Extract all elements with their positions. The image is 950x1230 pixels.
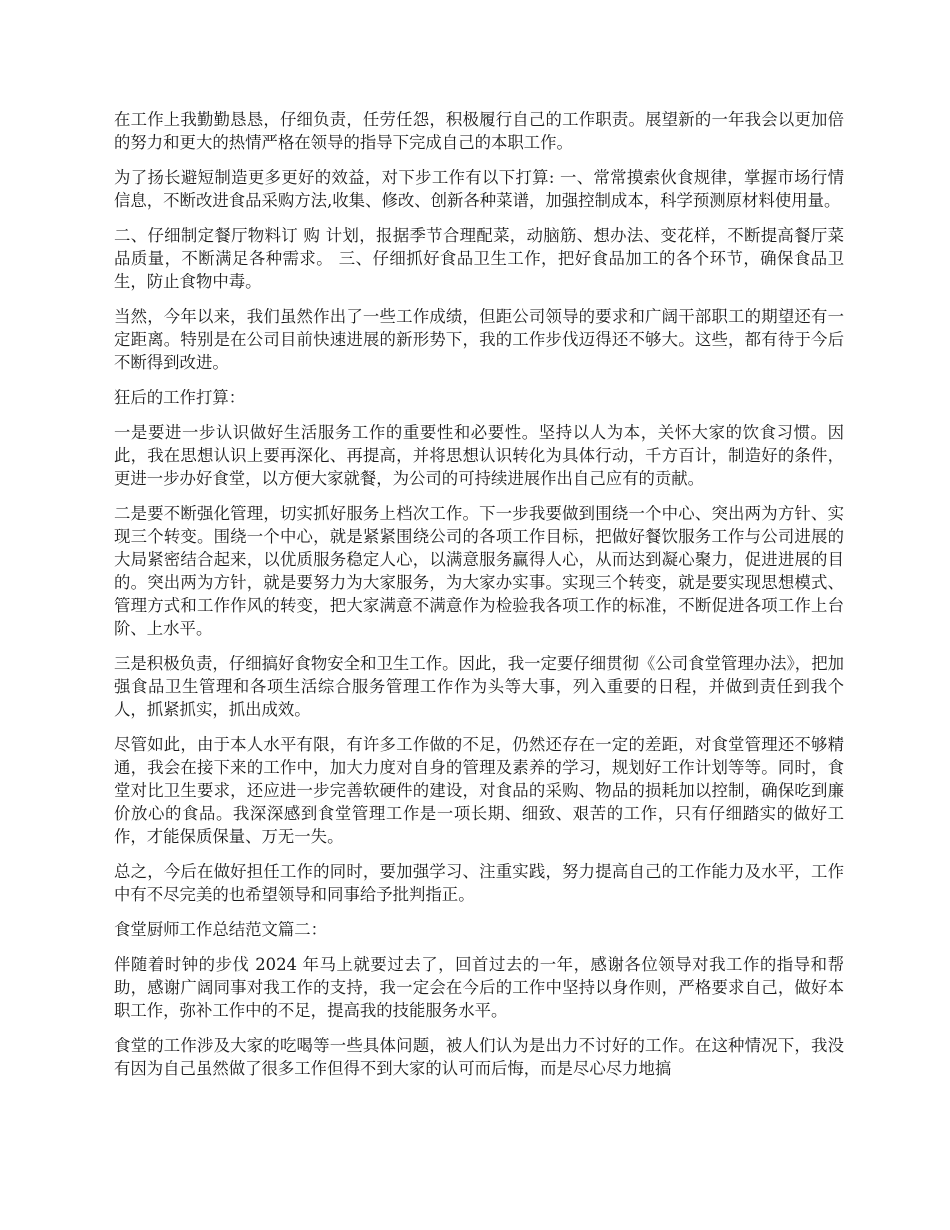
document-page xyxy=(114,108,844,1092)
paragraph-4: 当然，今年以来，我们虽然作出了一些工作成绩，但距公司领导的要求和广阔干部职工的期望还有一定距离。特别是在公司目前快速进展的新形势下，我的工作步伐迈得还不够大。这些，都有待于今后不断得到改进。 xyxy=(114,307,844,372)
paragraph-12: 伴随着时钟的步伐 2024 年马上就要过去了，回首过去的一年，感谢各位领导对我工作的指导和帮助，感谢广阔同事对我工作的支持，我一定会在今后的工作中坚持以身作则，严格要求自己，做好本职工作，弥补工作中的不足，提高我的技能服务水平。 xyxy=(114,955,844,1020)
section-heading-part-two: 食堂厨师工作总结范文篇二： xyxy=(114,920,328,939)
paragraph-9: 尽管如此，由于本人水平有限，有许多工作做的不足，仍然还存在一定的差距，对食堂管理还不够精通，我会在接下来的工作中，加大力度对自身的管理及素养的学习，规划好工作计划等等。同时，食堂对比卫生要求，还应进一步完善软硬件的建设，对食品的采购、物品的损耗加以控制，确保吃到廉价放心的食品。我深深感到食堂管理工作是一项长期、细致、艰苦的工作，只有仔细踏实的做好工作，才能保质保量、万无一失。 xyxy=(114,735,844,846)
paragraph-6: 一是要进一步认识做好生活服务工作的重要性和必要性。坚持以人为本，关怀大家的饮食习惯。因此，我在思想认识上要再深化、再提高，并将思想认识转化为具体行动，千方百计，制造好的条件，更进一步办好食堂，以方便大家就餐，为公司的可持续进展作出自己应有的贡献。 xyxy=(114,423,844,488)
paragraph-2: 为了扬长避短制造更多更好的效益，对下步工作有以下打算: 一、常常摸索伙食规律，掌握市场行情信息，不断改进食品采购方法,收集、修改、创新各种菜谱，加强控制成本，科学预测原材料使用量。 xyxy=(114,168,844,210)
paragraph-1: 在工作上我勤勤恳恳，仔细负责，任劳任怨，积极履行自己的工作职责。展望新的一年我会以更加倍的努力和更大的热情严格在领导的指导下完成自己的本职工作。 xyxy=(114,110,844,152)
section-heading-work-plan: 狂后的工作打算： xyxy=(114,388,246,407)
paragraph-13: 食堂的工作涉及大家的吃喝等一些具体问题，被人们认为是出力不讨好的工作。在这种情况下，我没有因为自己虽然做了很多工作但得不到大家的认可而后悔，而是尽心尽力地搞 xyxy=(114,1036,844,1078)
paragraph-8: 三是积极负责，仔细搞好食物安全和卫生工作。因此，我一定要仔细贯彻《公司食堂管理办法》，把加强食品卫生管理和各项生活综合服务管理工作作为头等大事，列入重要的日程，并做到责任到我个人，抓紧抓实，抓出成效。 xyxy=(114,654,844,719)
paragraph-7: 二是要不断强化管理，切实抓好服务上档次工作。下一步我要做到围绕一个中心、突出两为方针、实现三个转变。围绕一个中心，就是紧紧围绕公司的各项工作目标，把做好餐饮服务工作与公司进展的大局紧密结合起来，以优质服务稳定人心，以满意服务赢得人心，从而达到凝心聚力，促进进展的目的。突出两为方针，就是要努力为大家服务，为大家办实事。实现三个转变，就是要实现思想模式、管理方式和工作作风的转变，把大家满意不满意作为检验我各项工作的标准，不断促进各项工作上台阶、上水平。 xyxy=(114,504,844,638)
paragraph-3: 二、仔细制定餐厅物料订 购 计划，报据季节合理配菜，动脑筋、想办法、变花样，不断提高餐厅菜品质量，不断满足各种需求。 三、仔细抓好食品卫生工作，把好食品加工的各个环节，确保食品卫生，防止食物中毒。 xyxy=(114,226,844,291)
paragraph-10: 总之，今后在做好担任工作的同时，要加强学习、注重实践，努力提高自己的工作能力及水平，工作中有不尽完美的也希望领导和同事给予批判指正。 xyxy=(114,862,844,904)
